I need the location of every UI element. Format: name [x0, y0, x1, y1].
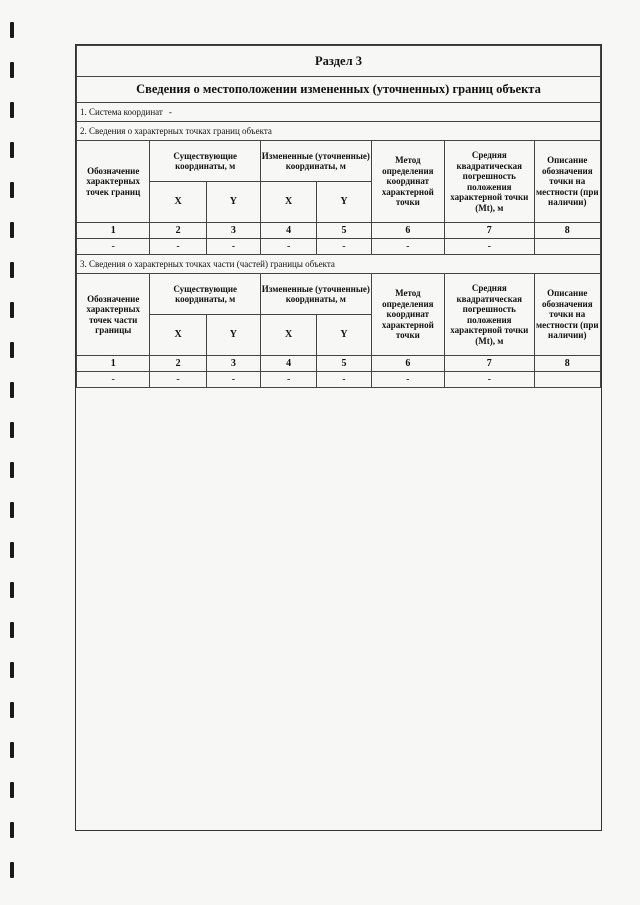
column-number: 5 [317, 223, 371, 239]
table1-header-y: Y [206, 182, 260, 223]
table2-header-designation: Обозначение характерных точек части границы [77, 274, 150, 356]
binding-hole [10, 102, 14, 118]
table2-header-existing: Существующие координаты, м [150, 274, 261, 315]
table-cell: - [445, 239, 534, 255]
table-cell: - [206, 239, 260, 255]
binding-hole [10, 342, 14, 358]
table-cell [534, 372, 600, 388]
table2-header-y: Y [206, 315, 260, 356]
binding-hole [10, 222, 14, 238]
binding-hole [10, 662, 14, 678]
table1-header-error: Средняя квадратическая погрешность положения характерной точки (Mt), м [445, 141, 534, 223]
table-cell: - [261, 372, 317, 388]
binding-hole [10, 822, 14, 838]
table-cell: - [317, 239, 371, 255]
binding-hole [10, 62, 14, 78]
table1-header-changed: Измененные (уточненные) координаты, м [261, 141, 372, 182]
binding-hole [10, 462, 14, 478]
column-number: 6 [371, 223, 444, 239]
table-cell: - [77, 372, 150, 388]
table1-header-designation: Обозначение характерных точек границ [77, 141, 150, 223]
table1-caption: 2. Сведения о характерных точках границ объекта [77, 122, 601, 141]
section-heading: Сведения о местоположении измененных (уточненных) границ объекта [77, 77, 601, 103]
document-frame [75, 44, 602, 831]
binding-hole [10, 22, 14, 38]
column-number: 5 [317, 356, 371, 372]
table1-header-y2: Y [317, 182, 371, 223]
binding-hole [10, 422, 14, 438]
table2-number-row [77, 356, 601, 372]
binding-hole [10, 782, 14, 798]
column-number: 4 [261, 223, 317, 239]
section-title: Раздел 3 [77, 46, 601, 77]
table2-header-changed: Измененные (уточненные) координаты, м [261, 274, 372, 315]
column-number: 8 [534, 223, 600, 239]
table2-header-method: Метод определения координат характерной точки [371, 274, 444, 356]
binding-hole [10, 622, 14, 638]
column-number: 7 [445, 356, 534, 372]
table-cell: - [77, 239, 150, 255]
binding-hole [10, 502, 14, 518]
column-number: 3 [206, 356, 260, 372]
table-cell: - [371, 372, 444, 388]
coordinate-system-row [77, 103, 601, 122]
coordinate-system-value: - [168, 107, 172, 117]
table1-header-existing: Существующие координаты, м [150, 141, 261, 182]
binding-hole [10, 382, 14, 398]
binding-hole [10, 702, 14, 718]
table-cell: - [150, 239, 206, 255]
binding-holes [8, 0, 20, 905]
table2-header-description: Описание обозначения точки на местности (при наличии) [534, 274, 600, 356]
table-cell: - [445, 372, 534, 388]
section-table [76, 45, 601, 388]
table2-header-y2: Y [317, 315, 371, 356]
table1-data-row [77, 239, 601, 255]
table2-header-x: X [150, 315, 206, 356]
table1-header-method: Метод определения координат характерной точки [371, 141, 444, 223]
binding-hole [10, 862, 14, 878]
table-cell: - [150, 372, 206, 388]
column-number: 2 [150, 223, 206, 239]
table2-data-row [77, 372, 601, 388]
column-number: 6 [371, 356, 444, 372]
coordinate-system-label: 1. Система координат [80, 107, 163, 117]
column-number: 1 [77, 223, 150, 239]
table-cell: - [317, 372, 371, 388]
column-number: 8 [534, 356, 600, 372]
table-cell: - [206, 372, 260, 388]
binding-hole [10, 142, 14, 158]
column-number: 1 [77, 356, 150, 372]
table-cell [534, 239, 600, 255]
table-cell: - [261, 239, 317, 255]
binding-hole [10, 302, 14, 318]
table1-header-x2: X [261, 182, 317, 223]
binding-hole [10, 182, 14, 198]
table2-header-error: Средняя квадратическая погрешность положения характерной точки (Mt), м [445, 274, 534, 356]
column-number: 2 [150, 356, 206, 372]
table-cell: - [371, 239, 444, 255]
binding-hole [10, 742, 14, 758]
table1-header-description: Описание обозначения точки на местности (при наличии) [534, 141, 600, 223]
binding-hole [10, 262, 14, 278]
table2-header-x2: X [261, 315, 317, 356]
table2-caption: 3. Сведения о характерных точках части (частей) границы объекта [77, 255, 601, 274]
binding-hole [10, 582, 14, 598]
table1-number-row [77, 223, 601, 239]
binding-hole [10, 542, 14, 558]
table1-header-x: X [150, 182, 206, 223]
column-number: 7 [445, 223, 534, 239]
column-number: 4 [261, 356, 317, 372]
column-number: 3 [206, 223, 260, 239]
